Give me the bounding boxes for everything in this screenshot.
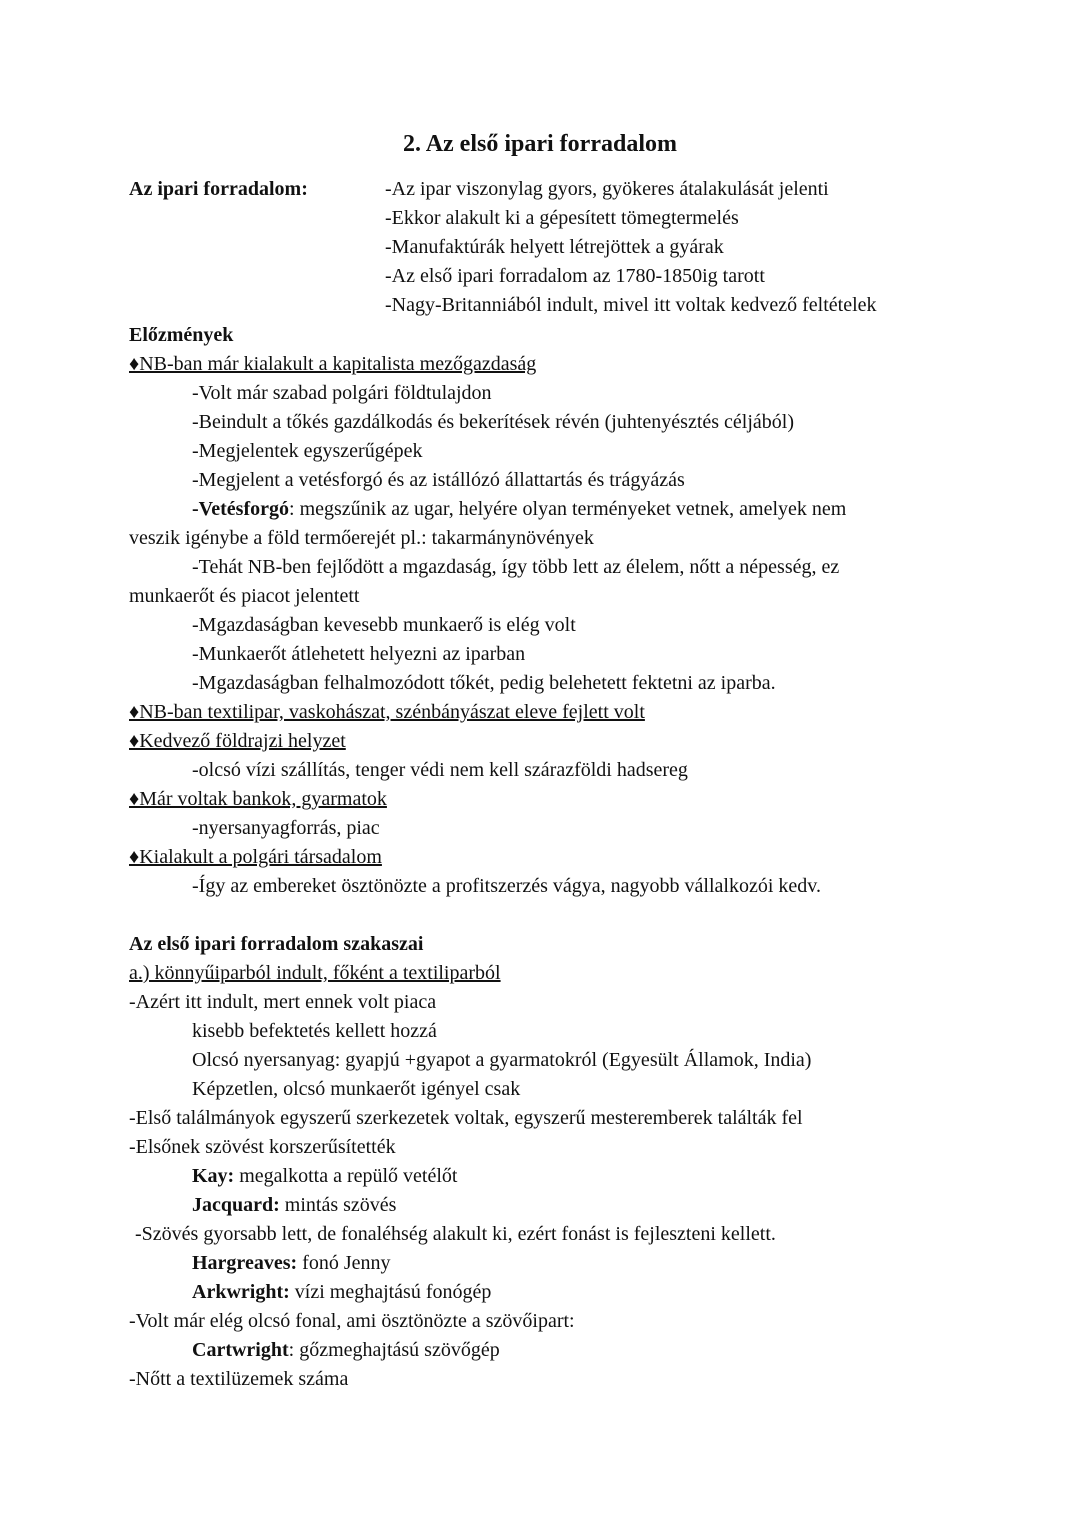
definition-list: [385, 175, 877, 320]
inventor-item: [129, 1336, 949, 1365]
list-item: -Azért itt indult, mert ennek volt piaca: [129, 991, 437, 1013]
list-item: -Mgazdaságban felhalmozódott tőkét, pedig belehetett fektetni az iparba.: [192, 672, 776, 694]
inventor-item: [129, 1191, 949, 1220]
list-item: -Így az embereket ösztönözte a profitszerzés vágya, nagyobb vállalkozói kedv.: [192, 875, 821, 897]
point-heading: a.) könnyűiparból indult, főként a textiliparból: [129, 962, 501, 984]
term-definition: : megszűnik az ugar, helyére olyan terményeket vetnek, amelyek nem: [289, 498, 847, 520]
invention-text: megalkotta a repülő vetélőt: [234, 1165, 458, 1187]
list-item: Képzetlen, olcsó munkaerőt igényel csak: [192, 1078, 521, 1100]
invention-text: mintás szövés: [279, 1194, 397, 1216]
inventor-name: Hargreaves:: [192, 1252, 298, 1274]
list-item: -Tehát NB-ben fejlődött a mgazdaság, így több lett az élelem, nőtt a népesség, ez: [192, 556, 840, 578]
list-item: -Volt már elég olcsó fonal, ami ösztönözte a szövőipart:: [129, 1310, 575, 1332]
definition-item: -Manufaktúrák helyett létrejöttek a gyárak: [385, 236, 724, 258]
paragraph-continuation: munkaerőt és piacot jelentett: [129, 585, 360, 607]
section-heading-stages: Az első ipari forradalom szakaszai: [129, 933, 424, 955]
invention-text: fonó Jenny: [297, 1252, 391, 1274]
definition-label: Az ipari forradalom:: [129, 178, 308, 200]
definition-item: -Az ipar viszonylag gyors, gyökeres átalakulását jelenti: [385, 178, 829, 200]
list-item: Olcsó nyersanyag: gyapjú +gyapot a gyarmatokról (Egyesült Államok, India): [192, 1049, 812, 1071]
list-item: -Első találmányok egyszerű szerkezetek voltak, egyszerű mesteremberek találták fel: [129, 1107, 803, 1129]
list-item: -olcsó vízi szállítás, tenger védi nem kell szárazföldi hadsereg: [192, 759, 688, 781]
definition-item: -Nagy-Britanniából indult, mivel itt voltak kedvező feltételek: [385, 294, 877, 316]
list-item: -Megjelent a vetésforgó és az istállózó állattartás és trágyázás: [192, 469, 685, 491]
list-item: -Beindult a tőkés gazdálkodás és bekerítések révén (juhtenyésztés céljából): [192, 411, 794, 433]
list-item: -Szövés gyorsabb lett, de fonaléhség alakult ki, ezért fonást is fejleszteni kellett.: [135, 1223, 776, 1245]
invention-text: vízi meghajtású fonógép: [289, 1281, 492, 1303]
term-vetesforgo: -Vetésforgó: [192, 498, 290, 520]
list-item: -Megjelentek egyszerűgépek: [192, 440, 423, 462]
inventor-item: [129, 1162, 949, 1191]
list-item: -Elsőnek szövést korszerűsítették: [129, 1136, 396, 1158]
point-heading: ♦NB-ban textilipar, vaskohászat, szénbányászat eleve fejlett volt: [129, 701, 645, 723]
point-heading: ♦Kedvező földrajzi helyzet: [129, 730, 346, 752]
definition-item: -Ekkor alakult ki a gépesített tömegtermelés: [385, 207, 739, 229]
invention-text: : gőzmeghajtású szövőgép: [288, 1339, 500, 1361]
body-text: [129, 321, 949, 1394]
section-heading-prerequisites: Előzmények: [129, 324, 234, 346]
point-heading: ♦Kialakult a polgári társadalom: [129, 846, 382, 868]
point-heading: ♦Már voltak bankok, gyarmatok: [129, 788, 387, 810]
inventor-item: [129, 1278, 949, 1307]
list-item: -nyersanyagforrás, piac: [192, 817, 380, 839]
inventor-item: [129, 1249, 949, 1278]
list-item: kisebb befektetés kellett hozzá: [192, 1020, 437, 1042]
list-item: -Munkaerőt átlehetett helyezni az iparban: [192, 643, 526, 665]
page-title: 2. Az első ipari forradalom: [403, 131, 677, 157]
definition-item: -Az első ipari forradalom az 1780-1850ig tarott: [385, 265, 765, 287]
inventor-name: Arkwright:: [192, 1281, 290, 1303]
inventor-name: Cartwright: [192, 1339, 289, 1361]
inventor-name: Jacquard:: [192, 1194, 280, 1216]
spacer: [129, 901, 949, 930]
inventor-name: Kay:: [192, 1165, 235, 1187]
list-item: -Mgazdaságban kevesebb munkaerő is elég volt: [192, 614, 576, 636]
list-item: -Nőtt a textilüzemek száma: [129, 1368, 349, 1390]
paragraph-continuation: veszik igénybe a föld termőerejét pl.: takarmánynövények: [129, 527, 594, 549]
point-heading: ♦NB-ban már kialakult a kapitalista mezőgazdaság: [129, 353, 537, 375]
list-item: [129, 495, 949, 524]
list-item: -Volt már szabad polgári földtulajdon: [192, 382, 492, 404]
